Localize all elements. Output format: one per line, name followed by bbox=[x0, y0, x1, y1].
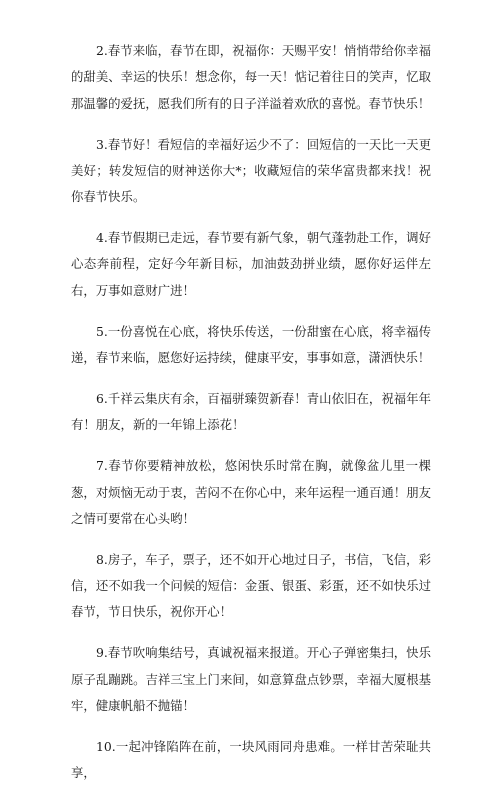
paragraph-2: 2.春节来临，春节在即，祝福你：天赐平安！悄悄带给你幸福的甜美、幸运的快乐！想念你，每一天！惦记着往日的笑声，忆取那温馨的爱抚，愿我们所有的日子洋溢着欢欣的喜悦。春节快乐！ bbox=[71, 43, 431, 111]
paragraph-4: 4.春节假期已走远，春节要有新气象，朝气蓬勃赴工作，调好心态奔前程，定好今年新目标，加油鼓劲拼业绩，愿你好运伴左右，万事如意财广进！ bbox=[71, 230, 431, 298]
paragraph-5: 5.一份喜悦在心底，将快乐传送，一份甜蜜在心底，将幸福传递，春节来临，愿您好运持续，健康平安，事事如意，潇洒快乐！ bbox=[71, 323, 431, 366]
paragraph-7: 7.春节你要精神放松，悠闲快乐时常在胸，就像盆儿里一棵葱，对烦恼无动于衷，苦闷不在你心中，来年运程一通百通！朋友之情可要常在心头哟！ bbox=[71, 458, 431, 526]
paragraph-10: 10.一起冲锋陷阵在前，一块风雨同舟患难。一样甘苦荣耻共享， bbox=[71, 739, 431, 781]
paragraph-6: 6.千祥云集庆有余，百福骈臻贺新春！青山依旧在，祝福年年有！朋友，新的一年锦上添花！ bbox=[71, 391, 431, 433]
paragraph-8: 8.房子，车子，票子，还不如开心地过日子，书信，飞信，彩信，还不如我一个问候的短信：金蛋、银蛋、彩蛋，还不如快乐过春节，节日快乐，祝你开心！ bbox=[71, 551, 431, 620]
paragraph-9: 9.春节吹响集结号，真诚祝福来报道。开心子弹密集扫，快乐原子乱蹦跳。吉祥三宝上门来间，如意算盘点钞票，幸福大厦根基牢，健康帆船不抛锚！ bbox=[71, 645, 431, 714]
paragraph-3: 3.春节好！看短信的幸福好运少不了：回短信的一天比一天更美好；转发短信的财神送你大*；收藏短信的荣华富贵都来找！祝你春节快乐。 bbox=[71, 136, 431, 205]
document-body bbox=[71, 38, 431, 787]
